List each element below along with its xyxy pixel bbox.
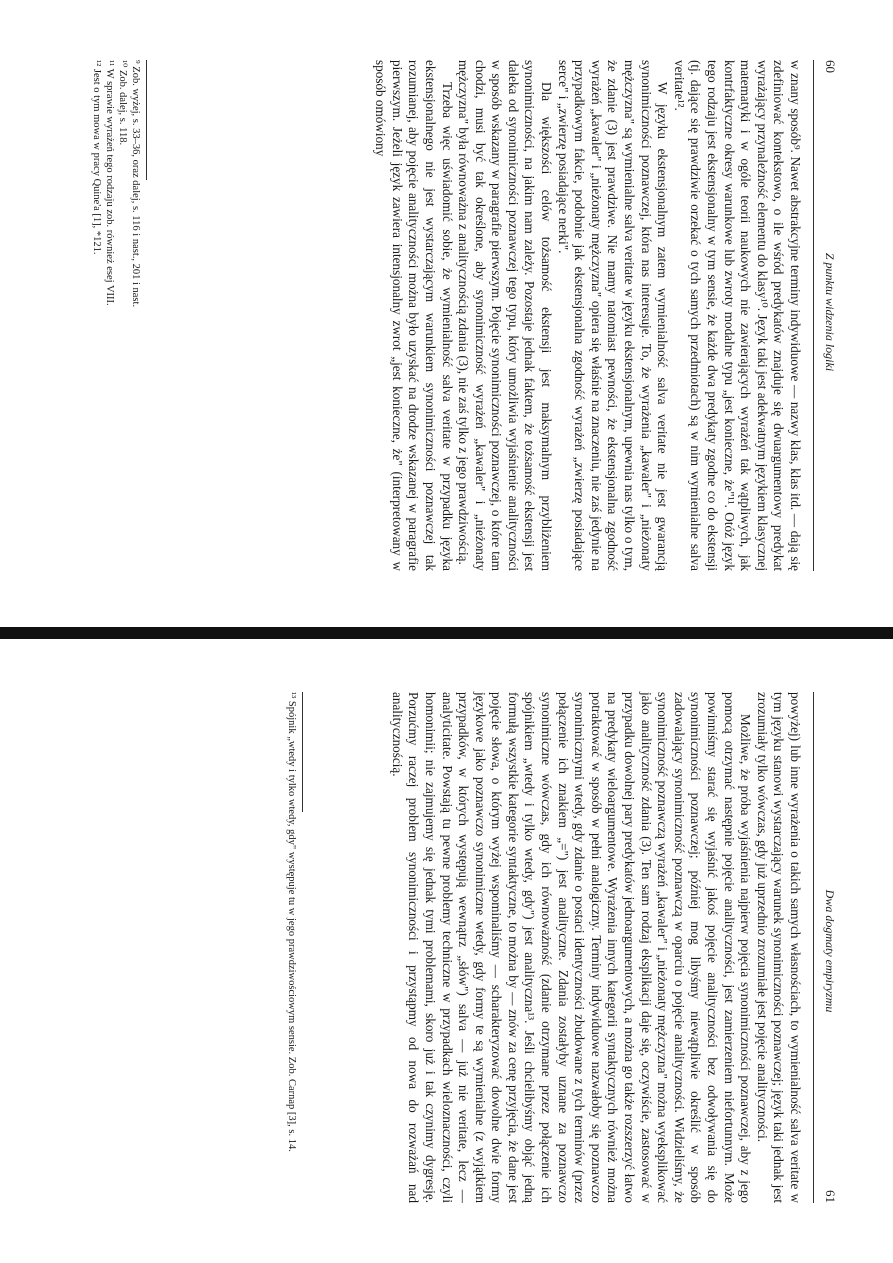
paragraph: Trzeba więc uświadomić sobie, że wymienialność salva veritate w przypadku języka ekstensjonalnego nie jest wystarczającym warunkiem synonimiczności poznawczej tak rozumianej, aby pojęcie analityczności można było uzyskać na drodze wskazanej w paragrafie pierwszym. Jeżeli język zawiera intensjonalny zwrot „jest konieczne, że" (interpretowany w sposób omówiony	[373, 60, 455, 571]
header-rule	[813, 60, 814, 571]
paragraph: w znany sposób⁹. Nawet abstrakcyjne terminy indywiduowe — nazwy klas, klas itd. — dają się zdefiniować kontekstowo, o ile wśród predykatów znajduje się dwuargumentowy predykat wyrażający przynależność elementu do klasy¹⁰. Język taki jest adekwatnym językiem klasycznej matematyki i w ogóle teorii naukowych nie zawierających wyrażeń tak wątpliwych, jak kontrfaktyczne okresy warunkowe lub zwroty modalne typu „jest konieczne, że"¹¹. Otóż język tego rodzaju jest ekstensjonalny w tym sensie, że każde dwa predykaty zgodne co do ekstensji (tj. dające się prawdziwie orzekać o tych samych przedmiotach) są w nim wymienialne salva veritate¹².	[671, 60, 803, 571]
footnote: ¹² Jest o tym mowa w pracy Quine'a [1], *121.	[91, 60, 102, 255]
right-page-header	[817, 692, 843, 1203]
footnote: ¹⁰ Zob. dalej, s. 118.	[117, 60, 128, 146]
paragraph: Możliwe, że próba wyjaśnienia najpierw pojęcia synonimiczności poznawczej, aby z jego pomocą otrzymać następnie pojęcie analityczności, jest zamierzeniem niefortunnym. Może powinniśmy starać się wyjaśnić jakoś pojęcie analityczności bez odwoływania się do synonimiczności poznawczej; później mog libyśmy niewątpliwie określić w sposób zadowalający synonimiczność poznawczą w oparciu o pojęcie analityczności. Widzieliśmy, że synonimiczność poznawczą wyrażeń „kawaler" i „nieżonaty mężczyzna" można wyeksplikować jako analityczność zdania (3). Ten sam rodzaj eksplikacji daje się, oczywiście, zastosować w przypadku dowolnej pary predykatów jednoargumentowych, a można go także rozszerzyć łatwo na predykaty wieloargumentowe. Wyrażenia innych kategorii syntaktycznych również można potraktować w sposób w pełni analogiczny. Terminy indywiduowe nazwałoby się poznawczo synonimicznymi wtedy, gdy zdanie o postaci identyczności zbudowane z tych terminów (przez połączenie ich znakiem „=") jest analityczne. Zdania zostałyby uznane za poznawczo synonimiczne wówczas, gdy ich równoważność (zdanie otrzymane przez połączenie ich spójnikiem „wtedy i tylko wtedy, gdy") jest analityczna¹³. Jeśli chcielibyśmy objąć jedną formułą wszystkie kategorie syntaktyczne, to można by — znów za cenę przyjęcia, że dane jest pojęcie słowa, o którym wyżej wspominaliśmy — scharakteryzować dowolne dwie formy językowe jako poznawczo synonimiczne wtedy, gdy formy te są wymienialne (z wyjątkiem przypadków, w których występują wewnątrz „słów") salva — już nie veritate, lecz — analyticitate. Powstają tu pewne problemy techniczne w przypadkach wieloznaczności, czyli homonimii; nie zajmujemy się jednak tymi problemami, skoro już i tak czynimy dygresję. Porzućmy raczej problem synonimiczności i przystąpmy od nowa do rozważań nad analitycznością.	[389, 692, 754, 1203]
footnote-rule	[302, 692, 303, 812]
left-page	[0, 0, 893, 631]
page-number: 61	[823, 1190, 838, 1203]
right-page-footnotes	[285, 692, 303, 1203]
footnote-rule	[146, 60, 147, 180]
footnote: ¹³ Spójnik „wtedy i tylko wtedy, gdy" występuje tu w jego prawdziwościowym sensie. Zob. Carnap [3], s. 14.	[286, 692, 297, 1152]
running-head: Z punktu widzenia logiki	[823, 252, 838, 372]
left-page-body	[372, 60, 803, 571]
footnote: ¹¹ W sprawie wyrażeń tego rodzaju zob. również esej VIII.	[104, 60, 115, 306]
paragraph: Dla większości celów tożsamość ekstensji jest maksymalnym przybliżeniem synonimiczności, na jakim nam zależy. Pozostaje jednak faktem, że tożsamość ekstensji jest daleka od synonimiczności poznawczej tego typu, który umożliwia wyjaśnienie analityczności w sposób wskazany w paragrafie pierwszym. Pojęcie synonimiczności poznawczej, o które tam chodzi, musi być tak określone, aby synonimiczność wyrażeń „kawaler" i „nieżonaty mężczyzna" była równoważna z analitycznością zdania (3), nie zaś tylko z jego prawdziwością.	[456, 60, 555, 571]
right-page-body	[388, 692, 803, 1203]
footnote: ⁹ Zob. wyżej, s. 33–36, oraz dalej, s. 116 i nast., 201 i nast.	[130, 60, 141, 308]
page-number: 60	[823, 60, 838, 73]
running-head: Dwa dogmaty empiryzmu	[823, 889, 838, 1013]
header-rule	[813, 692, 814, 1203]
left-page-header	[817, 60, 843, 571]
paragraph: powyżej) lub inne wyrażenia o takich samych własnościach, to wymienialność salva veritate w tym języku stanowi wystarczający warunek synonimiczności poznawczej; język taki jednak jest zrozumiały tylko wówczas, gdy już uprzednio zrozumiałe jest pojęcie analityczności.	[754, 692, 803, 1203]
right-page	[0, 632, 893, 1263]
paragraph: W języku ekstensjonalnym zatem wymienialność salva veritate nie jest gwarancją synonimiczności poznawczej, która nas interesuje. To, że wyrażenia „kawaler" i „nieżonaty mężczyzna" są wymienialne salva veritate w języku ekstensjonalnym, upewnia nas tylko o tym, że zdanie (3) jest prawdziwe. Nie mamy natomiast pewności, że ekstensjonalna zgodność wyrażeń „kawaler" i „nieżonaty mężczyzna" opiera się właśnie na znaczeniu, nie zaś jedynie na przypadkowym fakcie, podobnie jak ekstensjonalna zgodność wyrażeń „zwierzę posiadające serce" i „zwierzę posiadające nerki".	[555, 60, 671, 571]
left-page-footnotes	[90, 60, 147, 571]
